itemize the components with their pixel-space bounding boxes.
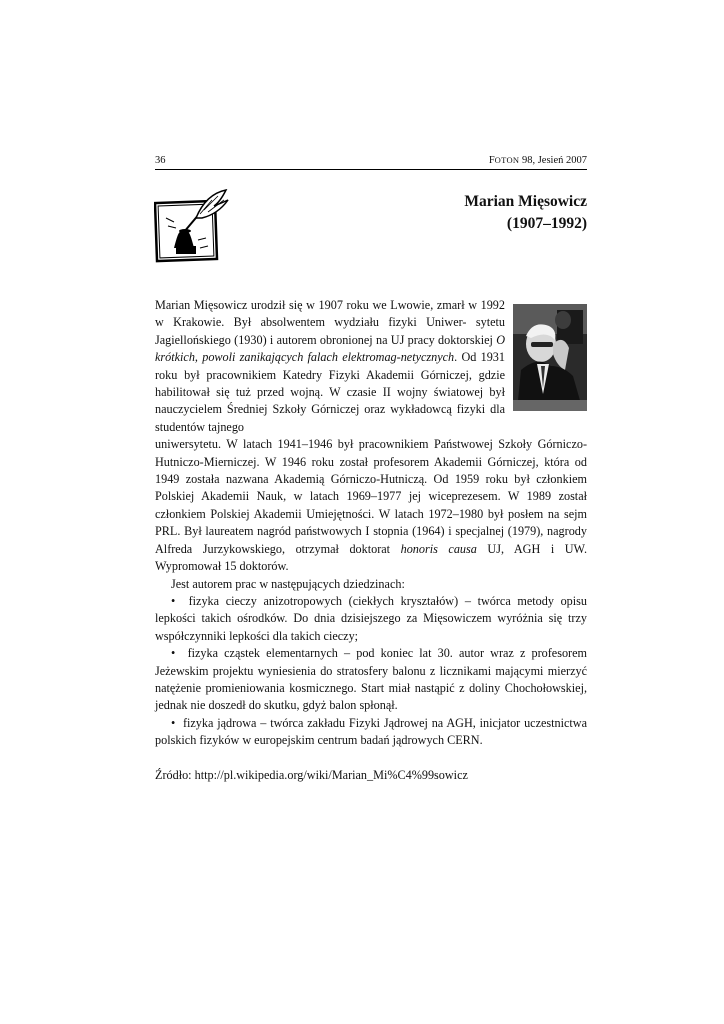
journal-issue: FOTON 98, Jesień 2007 xyxy=(488,155,587,166)
quill-inkwell-icon xyxy=(154,188,232,264)
list-item: • fizyka jądrowa – twórca zakładu Fizyki Jądrowej na AGH, inicjator uczestnictwa polskich fizyków w europejskim centrum badań jądrowych CERN. xyxy=(155,715,588,748)
bullet-icon: • xyxy=(171,646,176,661)
list-item: • fizyka cieczy anizotropowych (ciekłych kryształów) – twórca metody opisu lepkości takich ośrodków. Do dnia dzisiejszego za Mięsowiczem wyróżnia się trzy współczynniki lepkości dla takich cieczy; xyxy=(155,593,587,643)
running-header xyxy=(155,155,587,170)
bullet-icon: • xyxy=(171,715,176,730)
source-citation: Źródło: http://pl.wikipedia.org/wiki/Marian_Mi%C4%99sowicz xyxy=(155,767,468,782)
page-number: 36 xyxy=(155,155,166,166)
bullet-icon: • xyxy=(171,593,176,608)
article-title xyxy=(464,191,587,235)
list-item: • fizyka cząstek elementarnych – pod koniec lat 30. autor wraz z profesorem Jeżewskim projektu wyniesienia do stratosfery balonu z licznikami mającymi mierzyć natężenie promieniowania kosmicznego. Start miał nastąpić z doliny Chochołowskiej, jednak nie doszedł do skutku, gdyż balon spłonął. xyxy=(155,646,588,713)
bio-paragraph-continued: uniwersytetu. W latach 1941–1946 był pracownikiem Państwowej Szkoły Górniczo-Hutniczo-Mierniczej. W 1946 roku został profesorem Akademii Górniczej, która od 1949 została nazwana Akademią Górniczo-Hutniczą. Od 1959 roku był członkiem Polskiej Akademii Nauk, w latach 1969–1977 jej wiceprezesem. W 1989 został członkiem Polskiej Akademii Umiejętności. W latach 1972–1980 był posłem na sejm PRL. Był laureatem nagród państwowych I stopnia (1964) i specjalnej (1979), nagrody Alfreda Jurzykowskiego, otrzymał doktorat honoris causa UJ, AGH i UW. Wypromował 15 doktorów. xyxy=(155,437,587,574)
fields-intro: Jest autorem prac w następujących dziedzinach: xyxy=(171,576,405,591)
bio-paragraph-wrapped: Marian Mięsowicz urodził się w 1907 roku we Lwowie, zmarł w 1992 w Krakowie. Był absolwentem wydziału fizyki Uniwer- sytetu Jagiellońskiego (1930) i autorem obronionej na UJ pracy doktorskiej O krótkich, powoli zanikających falach elektromag-netycznych. Od 1931 roku był pracownikiem Katedry Fizyki Akademii Górniczej, gdzie habilitował się tuż przed wojną. W czasie II wojny światowej był nauczycielem Średniej Szkoły Górniczej oraz wykładowcą fizyki dla studentów tajnego xyxy=(155,298,506,434)
article-body xyxy=(155,297,587,784)
title-years: (1907–1992) xyxy=(506,215,587,232)
title-name: Marian Mięsowicz xyxy=(464,193,587,210)
honoris-causa: honoris causa xyxy=(400,541,477,556)
thesis-title: O krótkich, powoli zanikających falach elektromag-netycznych xyxy=(155,332,506,365)
